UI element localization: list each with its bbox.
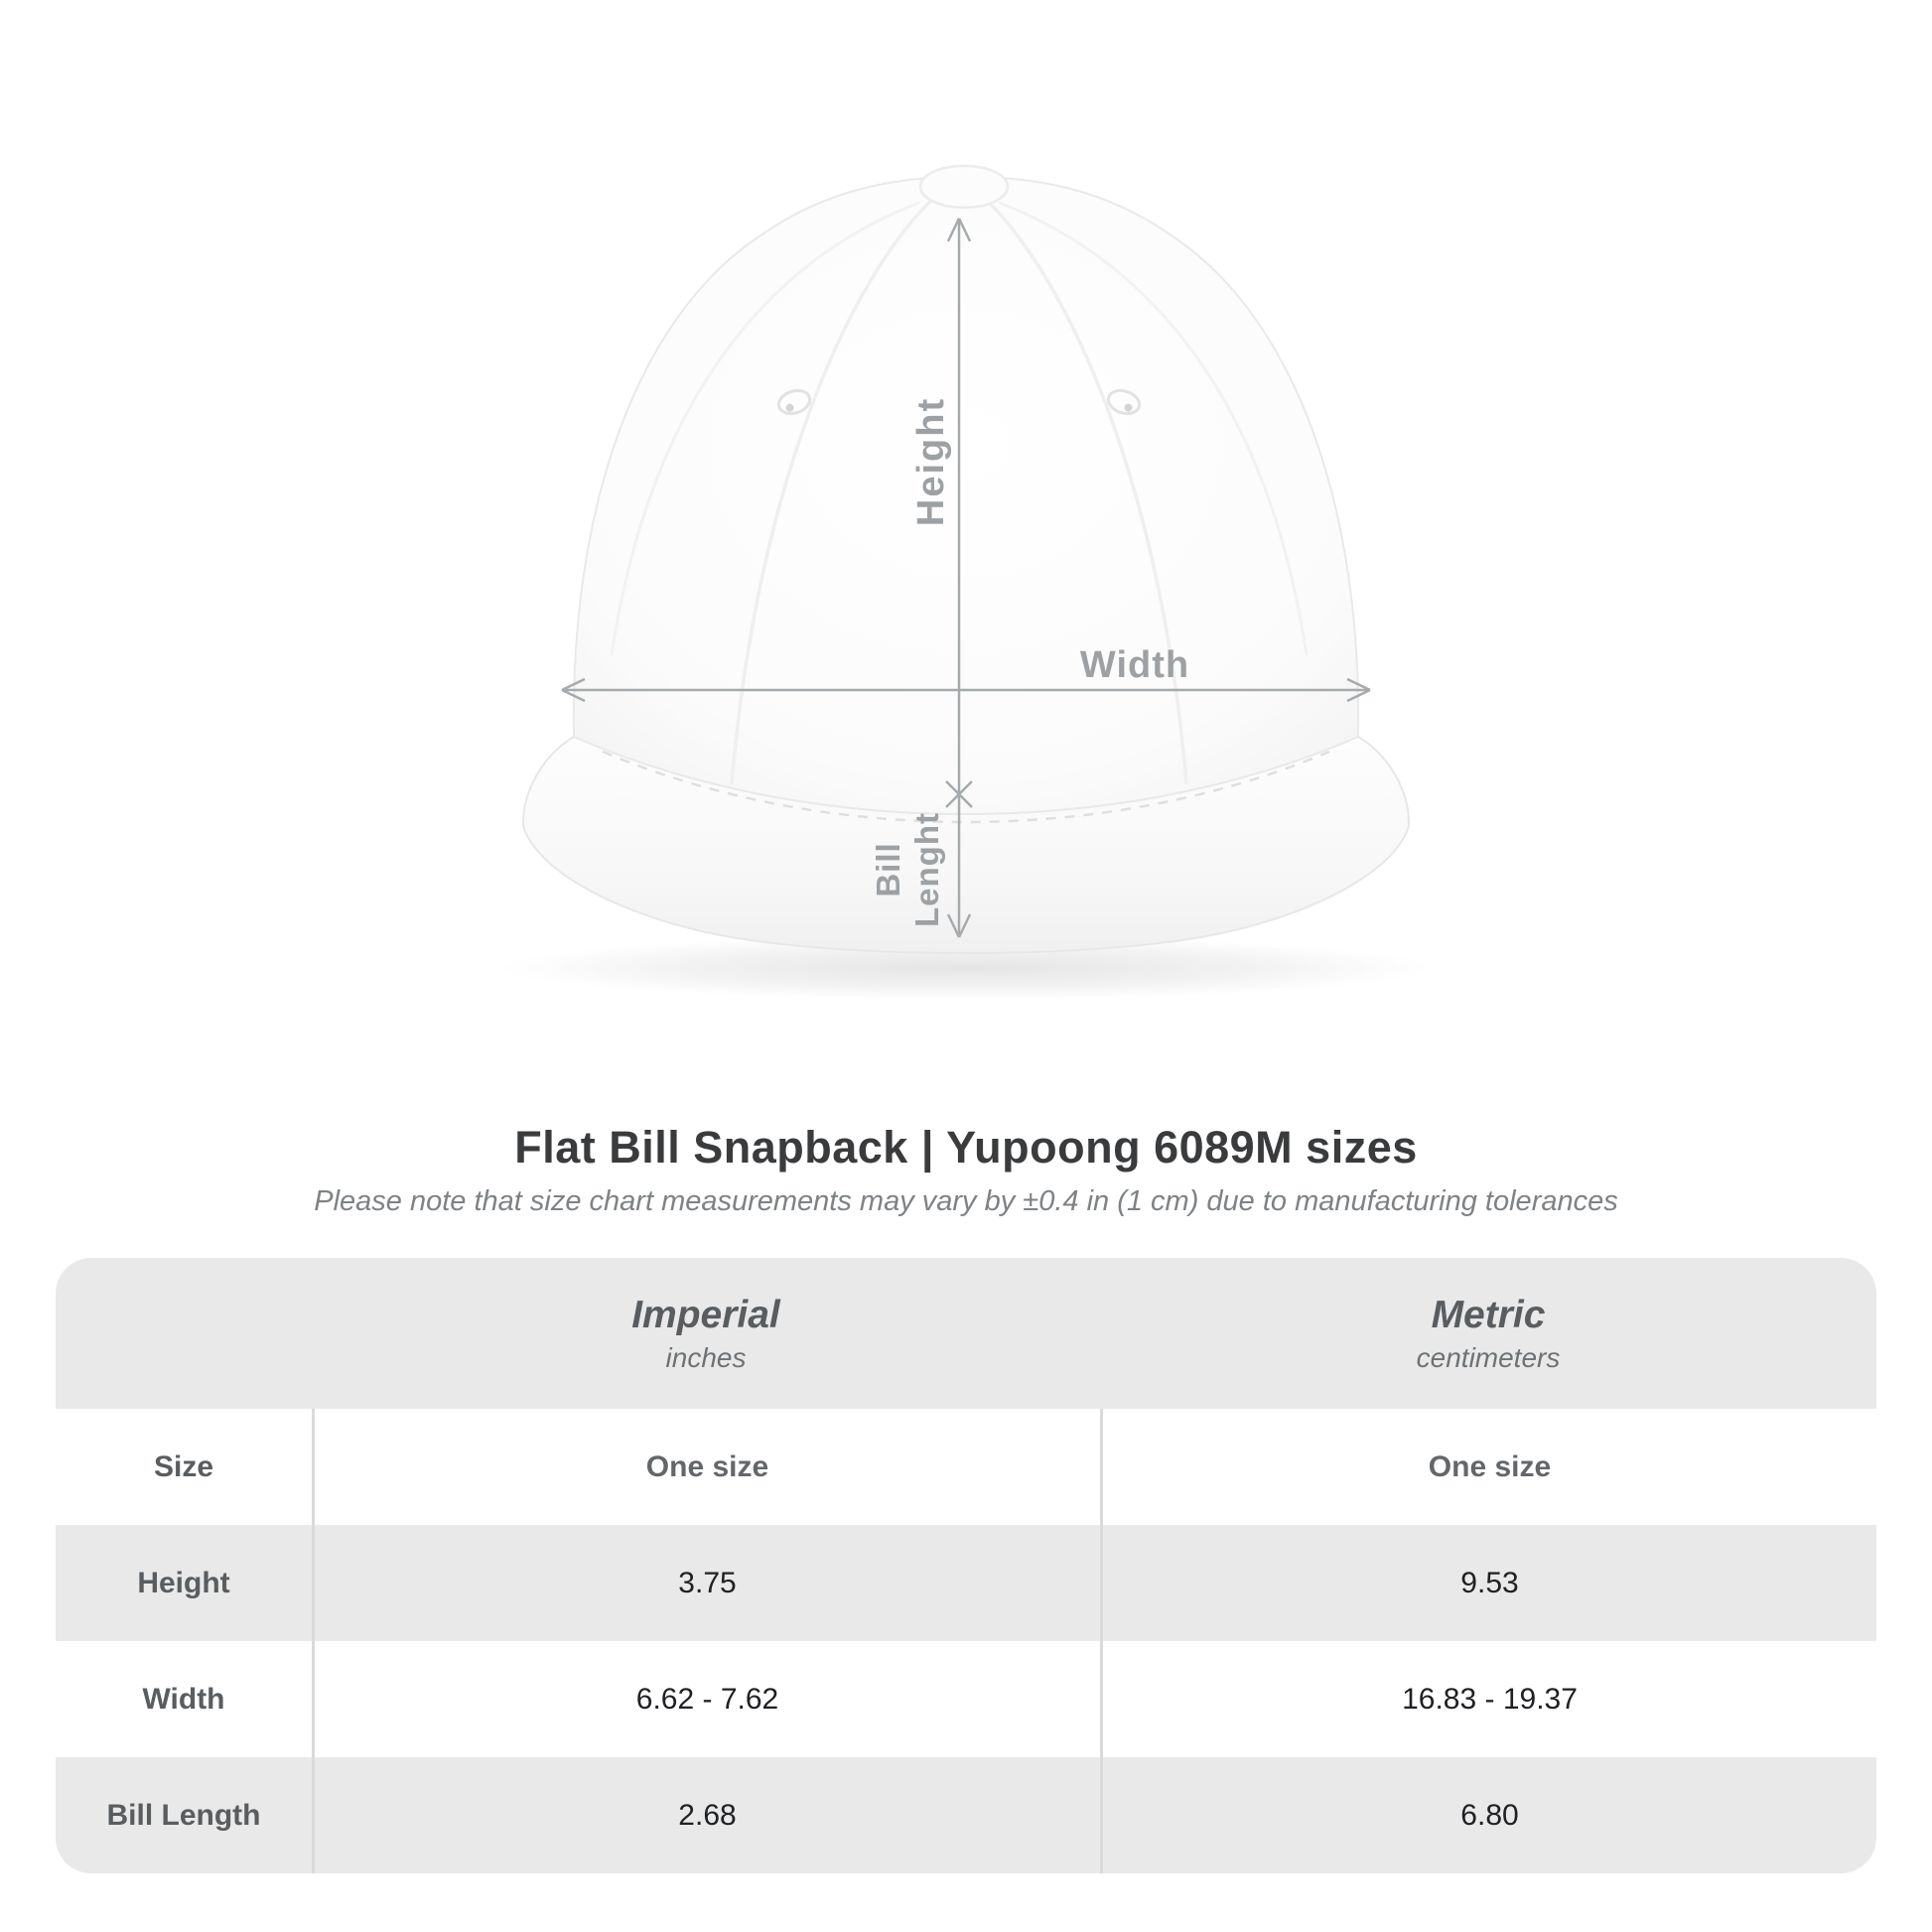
row-label-size: Size xyxy=(153,1449,214,1483)
cell-bill-length-imperial: 2.68 xyxy=(678,1798,737,1832)
imperial-label: Imperial xyxy=(631,1293,780,1336)
cell-width-metric: 16.83 - 19.37 xyxy=(1402,1682,1578,1716)
cell-size-imperial: One size xyxy=(645,1449,769,1483)
title-block xyxy=(0,1072,1932,1218)
header-spacer-cell xyxy=(56,1258,312,1409)
imperial-sublabel: inches xyxy=(665,1341,747,1373)
hat-crown xyxy=(574,177,1358,814)
size-chart-table xyxy=(56,1258,1876,1873)
cell-width-imperial: 6.62 - 7.62 xyxy=(635,1682,779,1716)
table-header xyxy=(56,1258,1876,1409)
bill-length-label-line2: Lenght xyxy=(908,812,945,927)
row-label-width: Width xyxy=(142,1682,225,1716)
height-dimension-label: Height xyxy=(910,396,952,527)
cell-height-imperial: 3.75 xyxy=(678,1566,737,1599)
metric-label: Metric xyxy=(1431,1293,1546,1336)
table-row-width xyxy=(56,1641,1876,1757)
hat-button xyxy=(920,166,1008,207)
row-label-bill-length: Bill Length xyxy=(106,1798,261,1832)
imperial-column-header xyxy=(312,1258,1100,1409)
table-row-height xyxy=(56,1525,1876,1641)
metric-column-header xyxy=(1100,1258,1876,1409)
metric-sublabel: centimeters xyxy=(1416,1341,1561,1373)
row-label-height: Height xyxy=(137,1566,230,1599)
table-row-bill-length xyxy=(56,1757,1876,1873)
cell-size-metric: One size xyxy=(1428,1449,1552,1483)
page-subtitle: Please note that size chart measurements may vary by ±0.4 in (1 cm) due to manufacturing tolerances xyxy=(314,1185,1618,1217)
bill-length-label-line1: Bill xyxy=(870,842,906,897)
page-title: Flat Bill Snapback | Yupoong 6089M sizes xyxy=(514,1122,1418,1173)
cell-height-metric: 9.53 xyxy=(1460,1566,1519,1599)
table-row-size xyxy=(56,1409,1876,1525)
cell-bill-length-metric: 6.80 xyxy=(1460,1798,1519,1832)
width-dimension-label: Width xyxy=(1079,644,1190,686)
